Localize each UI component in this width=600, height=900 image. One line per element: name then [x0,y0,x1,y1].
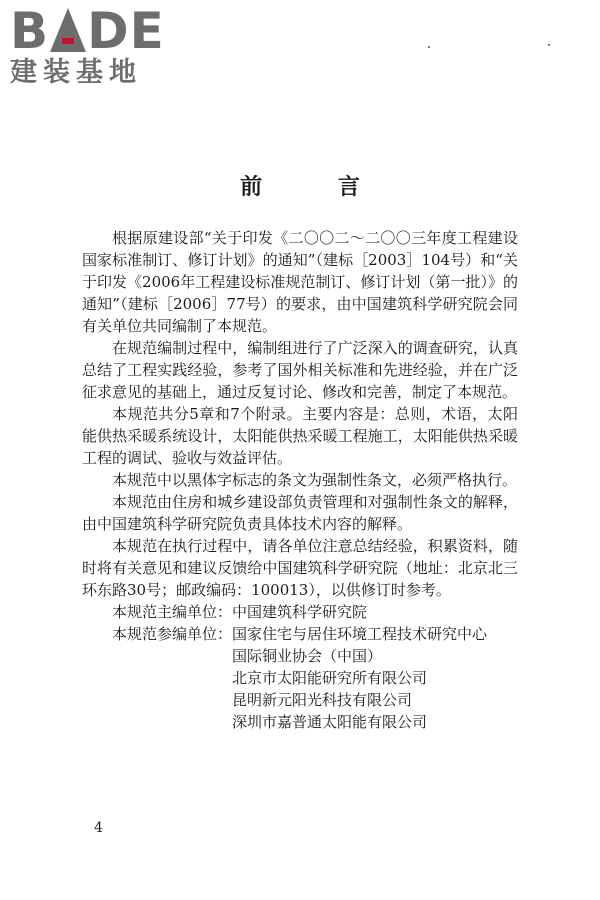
logo-letters-end: DE [87,2,165,60]
logo-a-triangle-icon [50,8,86,52]
paragraph: 本规范共分5章和7个附录。主要内容是：总则，术语，太阳能供热采暖系统设计，太阳能供热采暖工程施工，太阳能供热采暖工程的调试、验收与效益评估。 [82,405,518,467]
logo-letters-start: B [10,2,50,60]
participant-item: 国际铜业协会（中国） [232,647,383,665]
paragraph: 本规范由住房和城乡建设部负责管理和对强制性条文的解释，由中国建筑科学研究院负责具体技术内容的解释。 [82,493,518,533]
logo-chinese-text: 建装基地 [10,57,142,88]
page-title: 前 言 [240,174,394,200]
logo [10,2,165,88]
participant-item: 深圳市嘉普通太阳能有限公司 [232,713,428,731]
preface-body [82,227,518,733]
participant-item: 北京市太阳能研究所有限公司 [232,669,428,687]
paragraph: 根据原建设部“关于印发《二〇〇二～二〇〇三年度工程建设国家标准制订、修订计划》的通知”（建标［2003］104号）和“关于印发《2006年工程建设标准规范制订、修订计划（第一批）》的通知”（建标［2006］77号）的要求，由中国建筑科学研究院会同有关单位共同编制了本规范。 [82,229,518,335]
participants-block [82,623,518,733]
paragraph: 本规范在执行过程中，请各单位注意总结经验，积累资料，随时将有关意见和建议反馈给中国建筑科学研究院（地址：北京北三环东路30号；邮政编码：100013），以供修订时参考。 [82,537,518,599]
participant-item: 国家住宅与居住环境工程技术研究中心 [232,625,488,643]
page-number: 4 [94,820,103,836]
participant-item: 昆明新元阳光科技有限公司 [232,691,413,709]
participants-label: 本规范参编单位： [112,625,233,643]
chief-editor-line: 本规范主编单位：中国建筑科学研究院 [112,603,368,621]
participants-list [232,623,487,733]
logo-wordmark [10,2,165,60]
paragraph: 本规范中以黑体字标志的条文为强制性条文，必须严格执行。 [112,471,518,489]
paragraph: 在规范编制过程中，编制组进行了广泛深入的调查研究，认真总结了工程实践经验，参考了国外相关标准和先进经验，并在广泛征求意见的基础上，通过反复讨论、修改和完善，制定了本规范。 [82,339,518,401]
